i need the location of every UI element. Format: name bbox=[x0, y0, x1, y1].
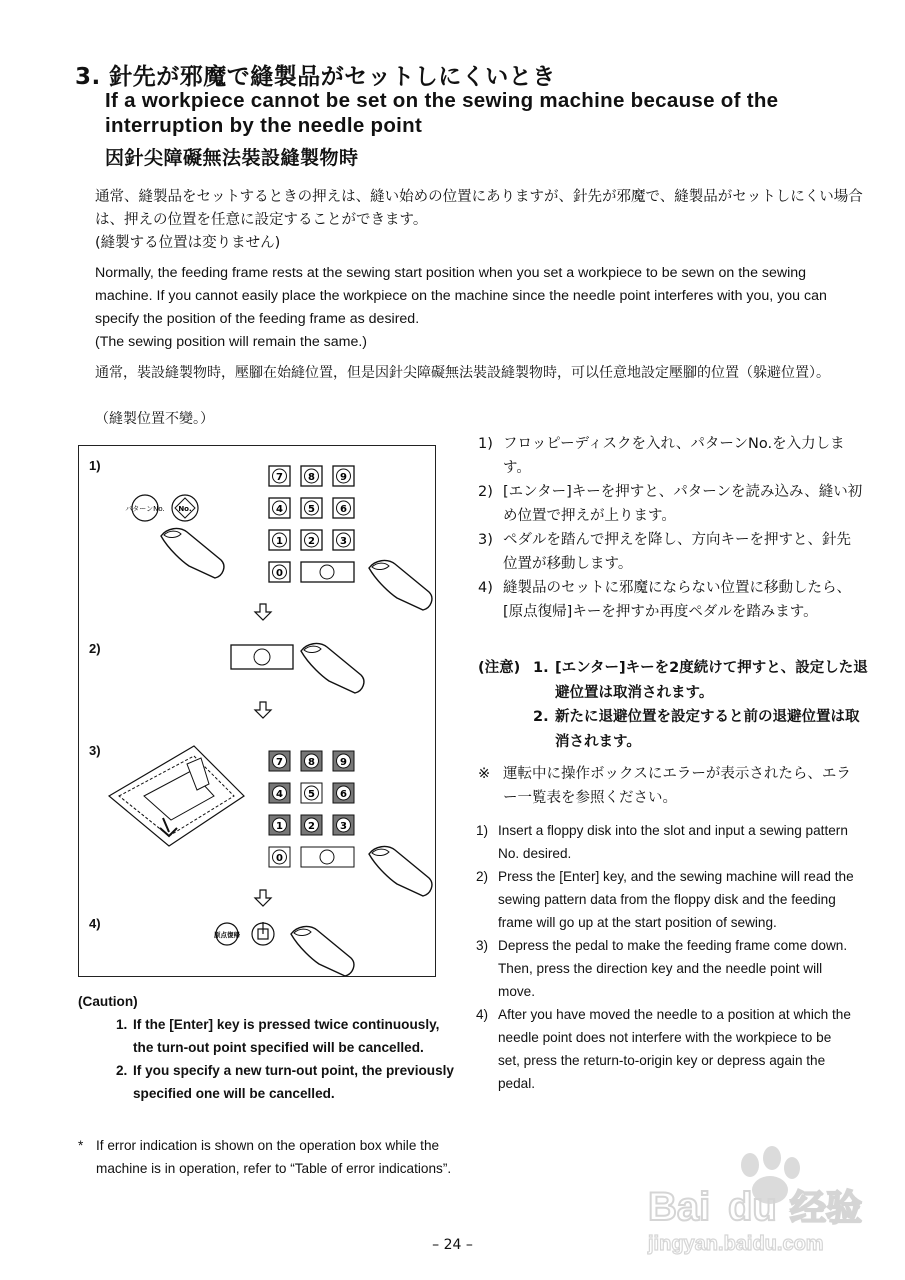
operation-figure bbox=[78, 445, 436, 977]
keypad-step-1 bbox=[269, 466, 432, 610]
down-arrow-icon bbox=[255, 604, 271, 620]
key-0 bbox=[269, 562, 290, 582]
page-number: – 24 – bbox=[432, 1237, 473, 1253]
svg-text:1: 1 bbox=[276, 536, 283, 547]
svg-text:7: 7 bbox=[276, 757, 283, 768]
svg-text:9: 9 bbox=[340, 472, 347, 483]
origin-key-group bbox=[214, 922, 354, 976]
key-2 bbox=[301, 530, 322, 550]
key-7 bbox=[269, 466, 290, 486]
heading-chinese: 因針尖障礙無法裝設縫製物時 bbox=[105, 147, 359, 169]
list-item: 3) ペダルを踏んで押えを降し、方向キーを押すと、針先位置が移動します。 bbox=[478, 532, 851, 572]
svg-text:经验: 经验 bbox=[790, 1188, 863, 1229]
intro-japanese: 通常、縫製品をセットするときの押えは、縫い始めの位置にありますが、針先が邪魔で、縫製品がセットしにくい場合は、押えの位置を任意に設定することができます。 bbox=[95, 189, 863, 228]
english-caution-label: (Caution) bbox=[78, 994, 138, 1009]
intro-japanese-note: (縫製する位置は変りません) bbox=[95, 235, 281, 251]
list-item: 1) フロッピーディスクを入れ、パターンNo.を入力します。 bbox=[478, 436, 845, 476]
finger-icon bbox=[301, 644, 364, 693]
japanese-steps-list bbox=[478, 432, 863, 624]
intro-chinese-note: （縫製位置不變。） bbox=[95, 411, 214, 427]
enter-key-step-2 bbox=[231, 644, 364, 693]
pattern-key-label: パターンNo. bbox=[125, 505, 165, 513]
heading-english: If a workpiece cannot be set on the sewing machine because of the interruption by the needle point bbox=[105, 89, 779, 137]
svg-text:5: 5 bbox=[308, 504, 315, 515]
origin-key-label: 原点復帰 bbox=[214, 931, 240, 939]
step-label-2: 2) bbox=[89, 641, 101, 656]
svg-text:0: 0 bbox=[276, 568, 283, 579]
key-4 bbox=[269, 498, 290, 518]
svg-text:7: 7 bbox=[276, 472, 283, 483]
step-label-3: 3) bbox=[89, 743, 101, 758]
key-1 bbox=[269, 530, 290, 550]
svg-text:4: 4 bbox=[276, 789, 283, 800]
svg-text:jingyan.baidu.com: jingyan.baidu.com bbox=[648, 1233, 824, 1255]
finger-icon bbox=[369, 561, 432, 610]
finger-icon bbox=[369, 847, 432, 896]
japanese-caution-label: (注意) bbox=[478, 660, 521, 676]
finger-icon bbox=[161, 529, 224, 578]
svg-text:4: 4 bbox=[276, 504, 283, 515]
step-label-1: 1) bbox=[89, 458, 101, 473]
key-5 bbox=[301, 498, 322, 518]
baidu-watermark bbox=[630, 1140, 890, 1270]
svg-text:8: 8 bbox=[308, 472, 315, 483]
english-footnote: * If error indication is shown on the operation box while the machine is in operation, refer to “Table of error indications”. bbox=[78, 1138, 452, 1176]
english-caution bbox=[78, 990, 458, 1105]
list-item: 3) Depress the pedal to make the feeding frame come down. Then, press the direction key and the needle point will move. bbox=[476, 938, 848, 999]
intro-english-note: (The sewing position will remain the same.) bbox=[95, 334, 368, 350]
enter-key-step-1 bbox=[301, 562, 354, 582]
english-steps-list bbox=[476, 819, 856, 1095]
intro-english: Normally, the feeding frame rests at the sewing start position when you set a workpiece to be sewn on the sewing machine. If you cannot easily place the workpiece on the machine since the needle point interferes with you, you can specify the position of the feeding frame as desired. bbox=[95, 265, 827, 327]
no-key-label: No. bbox=[178, 505, 192, 513]
svg-text:0: 0 bbox=[276, 853, 283, 864]
svg-text:6: 6 bbox=[340, 504, 347, 515]
key-3 bbox=[333, 530, 354, 550]
svg-text:2: 2 bbox=[308, 821, 315, 832]
svg-text:3: 3 bbox=[340, 536, 347, 547]
down-arrow-icon bbox=[255, 890, 271, 906]
english-caution-item-1: 1. If the [Enter] key is pressed twice continuously, the turn-out point specified will be cancelled. bbox=[116, 1017, 440, 1055]
list-item: 1) Insert a floppy disk into the slot and input a sewing pattern No. desired. bbox=[476, 823, 848, 861]
pattern-key-group bbox=[125, 495, 224, 578]
svg-text:2: 2 bbox=[308, 536, 315, 547]
svg-text:3: 3 bbox=[340, 821, 347, 832]
intro-chinese: 通常，裝設縫製物時，壓腳在始縫位置，但是因針尖障礙無法裝設縫製物時，可以任意地設定壓腳的位置（躲避位置）。 bbox=[95, 365, 830, 381]
japanese-caution: (注意) 1. [エンター]キーを2度続けて押すと、設定した退避位置は取消されます。 2. 新たに退避位置を設定すると前の退避位置は取消されます。 bbox=[478, 656, 868, 754]
svg-text:du: du bbox=[728, 1185, 777, 1229]
japanese-reference: ※ 運転中に操作ボックスにエラーが表示されたら、エラー一覧表を参照ください。 bbox=[478, 766, 851, 806]
list-item: 4) After you have moved the needle to a position at which the needle point does not interfere with the workpiece to be set, press the return-to-origin key or depress again the pedal. bbox=[476, 1007, 851, 1091]
key-8 bbox=[301, 466, 322, 486]
keypad-step-3 bbox=[269, 751, 432, 896]
japanese-caution-item-2: 新たに退避位置を設定すると前の退避位置は取消されます。 bbox=[555, 709, 860, 750]
key-6 bbox=[333, 498, 354, 518]
svg-text:6: 6 bbox=[340, 789, 347, 800]
list-item: 2) [エンター]キーを押すと、パターンを読み込み、縫い初め位置で押えが上ります。 bbox=[478, 484, 863, 524]
svg-text:1: 1 bbox=[276, 821, 283, 832]
step-label-4: 4) bbox=[89, 916, 101, 931]
keypad-illustration bbox=[79, 446, 435, 976]
japanese-caution-item-1: [エンター]キーを2度続けて押すと、設定した退避位置は取消されます。 bbox=[555, 660, 868, 701]
svg-text:9: 9 bbox=[340, 757, 347, 768]
list-item: 4) 縫製品のセットに邪魔にならない位置に移動したら、[原点復帰]キーを押すか再度ペダルを踏みます。 bbox=[478, 580, 851, 620]
key-9 bbox=[333, 466, 354, 486]
svg-text:Bai: Bai bbox=[648, 1185, 711, 1229]
svg-text:5: 5 bbox=[308, 789, 315, 800]
english-caution-item-2: 2. If you specify a new turn-out point, the previously specified one will be cancelled. bbox=[116, 1063, 454, 1101]
down-arrow-icon bbox=[255, 702, 271, 718]
finger-icon bbox=[291, 927, 354, 976]
feeding-frame-illustration bbox=[109, 746, 244, 846]
heading-japanese: 3. 針先が邪魔で縫製品がセットしにくいとき bbox=[75, 64, 556, 90]
svg-text:8: 8 bbox=[308, 757, 315, 768]
list-item: 2) Press the [Enter] key, and the sewing machine will read the sewing pattern data from the floppy disk and the feeding frame will go up at the start position of sewing. bbox=[476, 869, 854, 930]
